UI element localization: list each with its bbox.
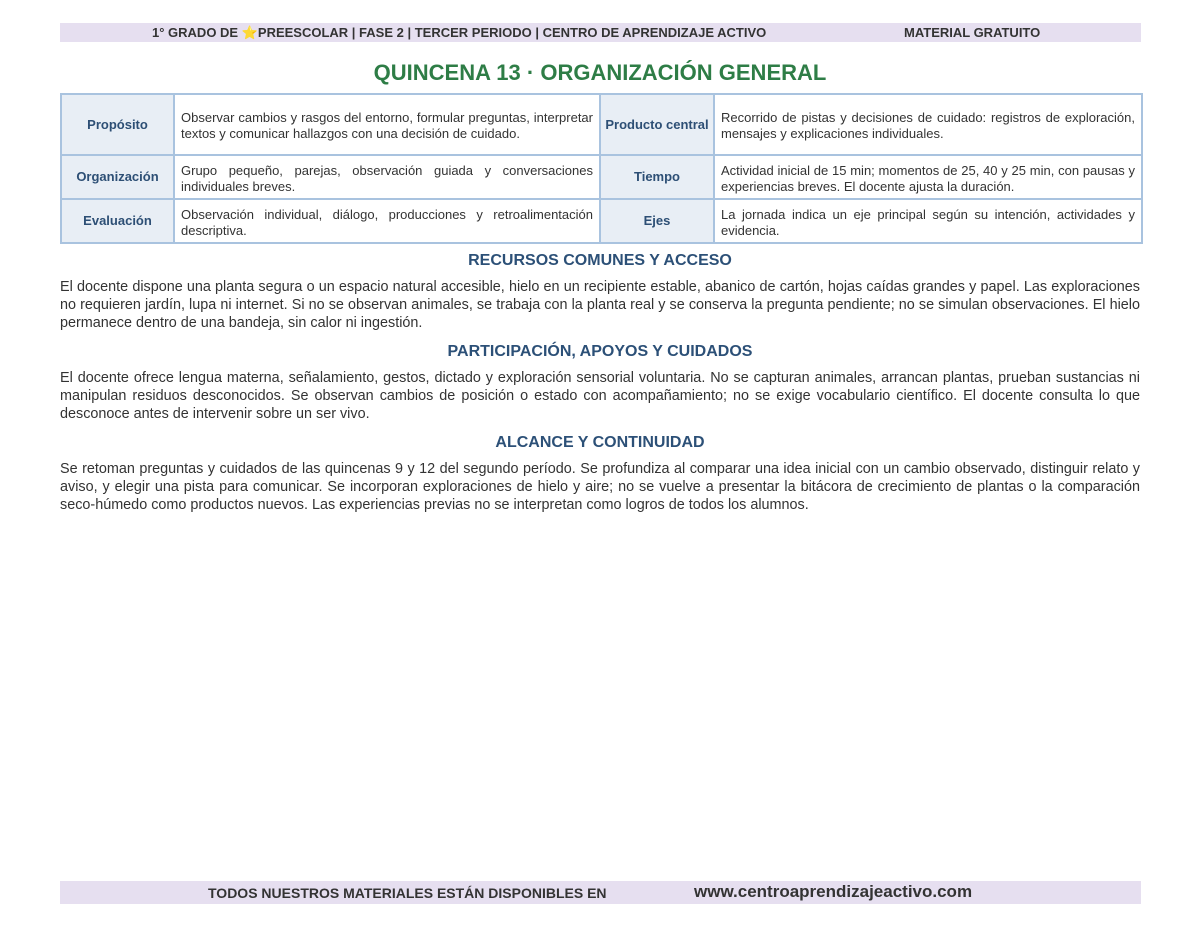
- label-tiempo: Tiempo: [600, 155, 714, 199]
- label-evaluacion: Evaluación: [61, 199, 174, 243]
- section-title-alcance: ALCANCE Y CONTINUIDAD: [495, 434, 705, 451]
- organization-table: [60, 93, 1143, 244]
- label-producto-central: Producto central: [600, 94, 714, 155]
- section-text-alcance: Se retoman preguntas y cuidados de las quincenas 9 y 12 del segundo período. Se profundiza al comparar una idea inicial con un cambio observado, distinguir relato y aviso, y elegir una pista para comunicar. Se incorporan exploraciones de hielo y aire; no se vuelve a presentar la bitácora de crecimiento de plantas o la comparación seco-húmedo como productos nuevos. Las experiencias previas no se interpretan como logros de todos los alumnos.: [60, 461, 1140, 513]
- footer-bar: [60, 881, 1141, 904]
- header-grade: 1° GRADO DE: [152, 25, 242, 40]
- section-title-participacion: PARTICIPACIÓN, APOYOS Y CUIDADOS: [447, 343, 753, 360]
- table-row: [61, 94, 1142, 155]
- label-ejes: Ejes: [600, 199, 714, 243]
- value-tiempo: Actividad inicial de 15 min; momentos de 25, 40 y 25 min, con pausas y experiencias breves. El docente ajusta la duración.: [714, 155, 1142, 199]
- page-title: QUINCENA 13 · ORGANIZACIÓN GENERAL: [373, 60, 827, 85]
- footer-text: TODOS NUESTROS MATERIALES ESTÁN DISPONIBLES EN: [208, 885, 607, 901]
- value-evaluacion: Observación individual, diálogo, producciones y retroalimentación descriptiva.: [174, 199, 600, 243]
- label-proposito: Propósito: [61, 94, 174, 155]
- table-row: [61, 199, 1142, 243]
- header-free-material: MATERIAL GRATUITO: [904, 25, 1041, 40]
- footer-link[interactable]: www.centroaprendizajeactivo.com: [694, 882, 973, 901]
- value-organizacion: Grupo pequeño, parejas, observación guiada y conversaciones individuales breves.: [174, 155, 600, 199]
- section-text-participacion: El docente ofrece lengua materna, señalamiento, gestos, dictado y exploración sensorial voluntaria. No se capturan animales, arrancan plantas, prueban sustancias ni manipulan residuos desconocidos. Se observan cambios de posición o estado con acompañamiento; no se exige vocabulario científico. El docente consulta lo que desconoce antes de intervenir sobre un ser vivo.: [60, 370, 1140, 422]
- section-text-recursos: El docente dispone una planta segura o un espacio natural accesible, hielo en un recipiente estable, abanico de cartón, hojas caídas grandes y papel. Las exploraciones no requieren jardín, lupa ni internet. Si no se observan animales, se trabaja con la planta real y se conserva la pregunta pendiente; no se simulan observaciones. El hielo permanece dentro de una bandeja, sin calor ni ingestión.: [60, 279, 1140, 331]
- value-ejes: La jornada indica un eje principal según su intención, actividades y evidencia.: [714, 199, 1142, 243]
- label-organizacion: Organización: [61, 155, 174, 199]
- header-details: PREESCOLAR | FASE 2 | TERCER PERIODO | CENTRO DE APRENDIZAJE ACTIVO: [257, 25, 767, 40]
- value-producto-central: Recorrido de pistas y decisiones de cuidado: registros de exploración, mensajes y explicaciones individuales.: [714, 94, 1142, 155]
- section-title-recursos: RECURSOS COMUNES Y ACCESO: [468, 252, 732, 269]
- header-info: [152, 25, 766, 41]
- table-row: [61, 155, 1142, 199]
- star-icon: ⭐: [241, 25, 258, 40]
- value-proposito: Observar cambios y rasgos del entorno, formular preguntas, interpretar textos y comunicar hallazgos con una decisión de cuidado.: [174, 94, 600, 155]
- header-bar: [60, 23, 1141, 42]
